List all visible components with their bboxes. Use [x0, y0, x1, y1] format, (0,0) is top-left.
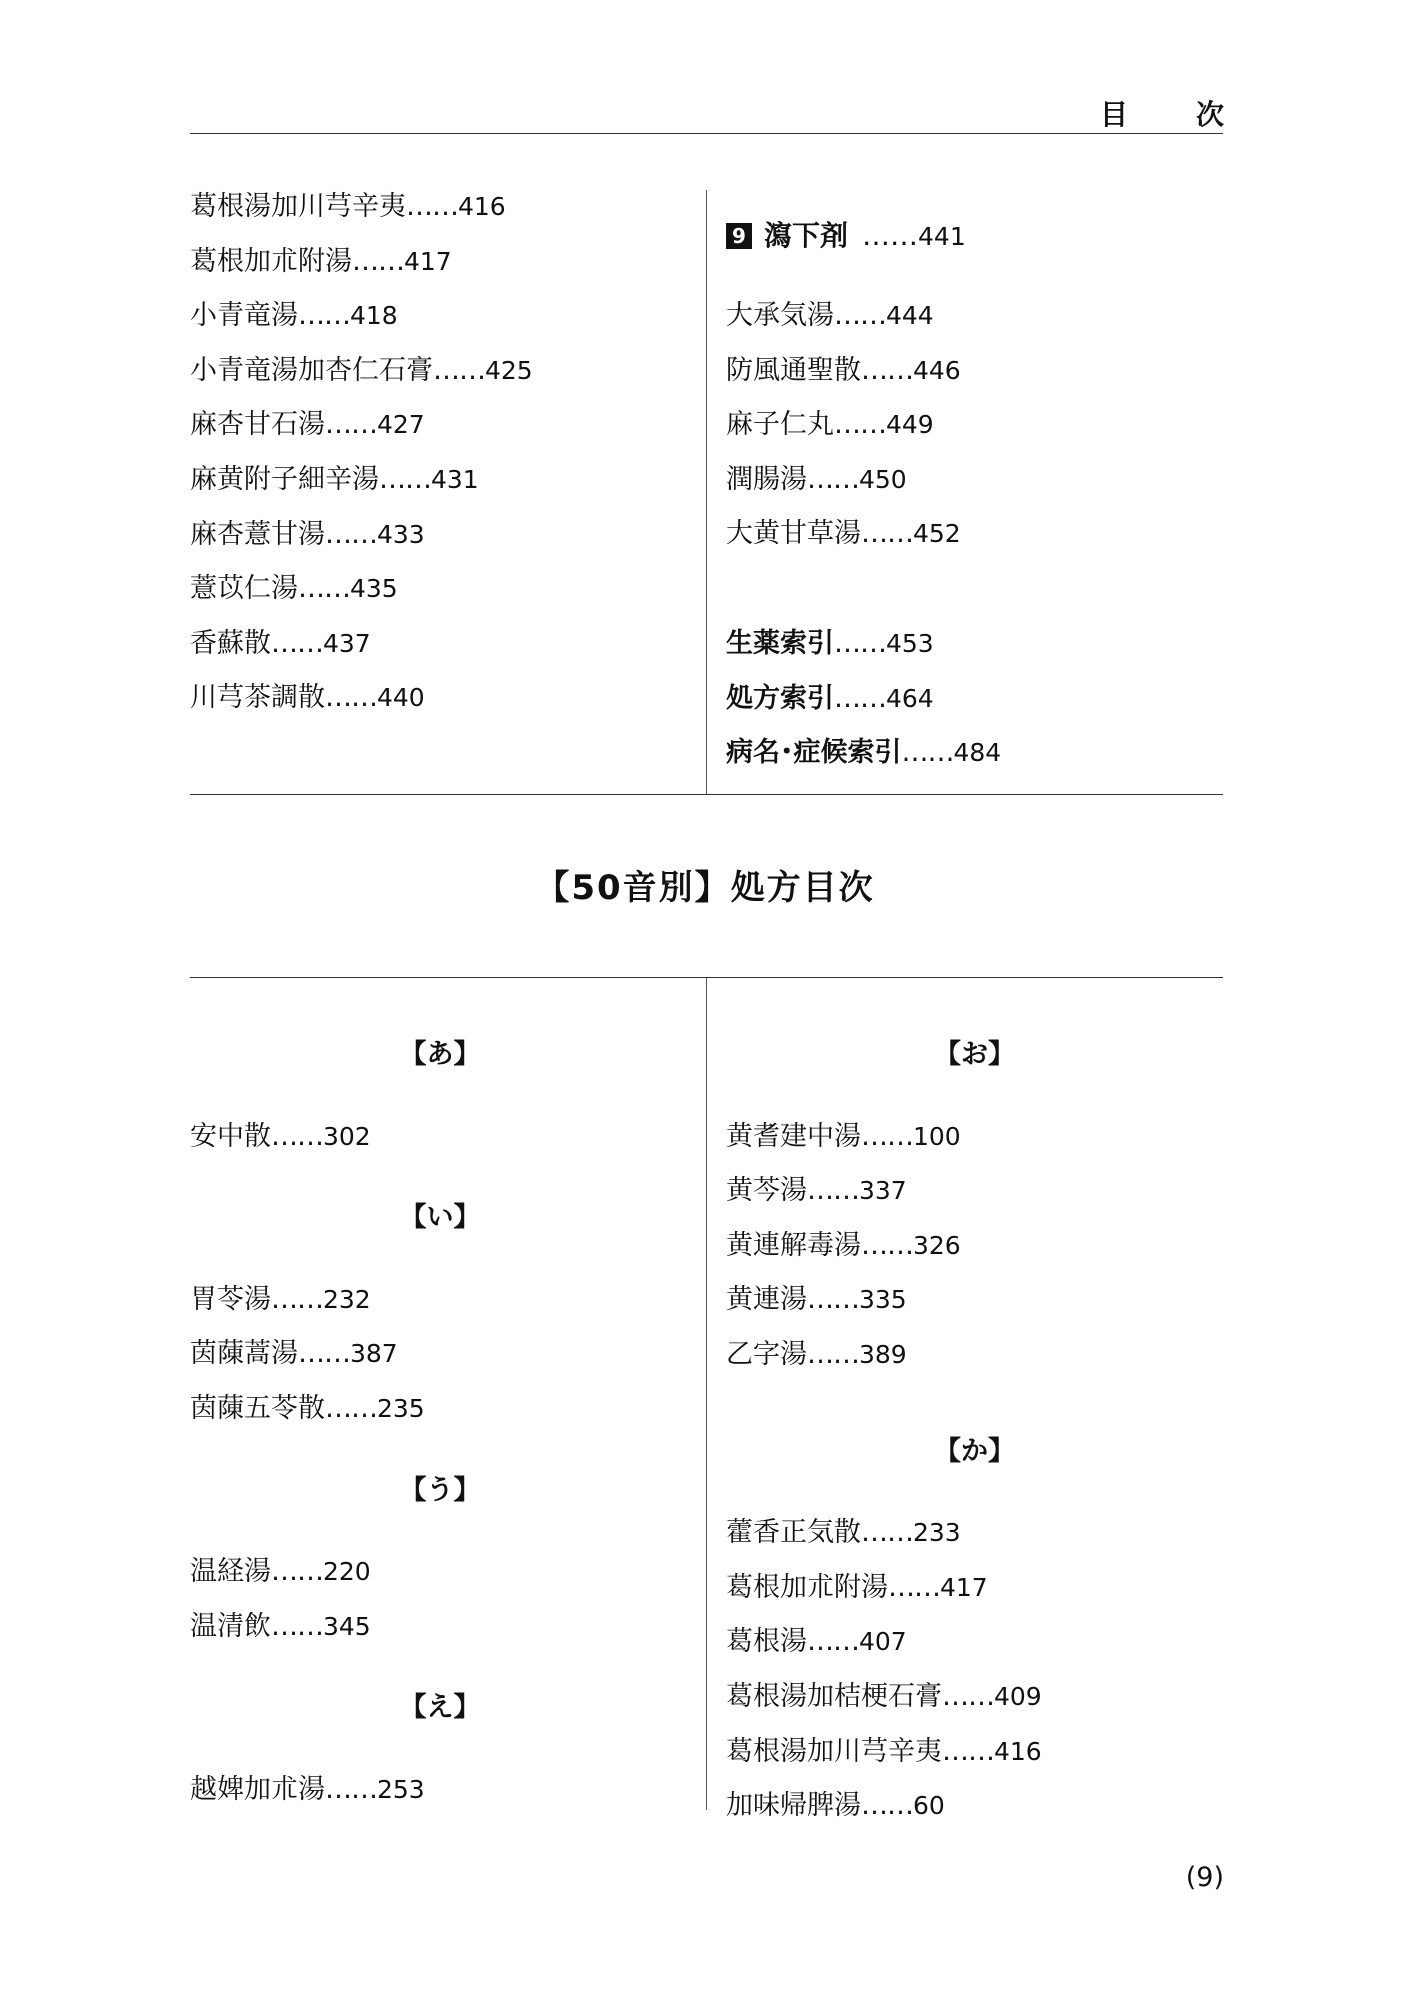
prescription-entry[interactable]: 茵蔯蒿湯……387	[190, 1338, 398, 1370]
toc-entry[interactable]: 葛根加朮附湯……417	[190, 245, 452, 277]
prescription-entry[interactable]: 葛根加朮附湯……417	[726, 1571, 988, 1603]
section-number-badge: 9	[726, 223, 752, 249]
prescription-entry[interactable]: 温清飲……345	[190, 1610, 371, 1642]
kana-heading: 【い】	[399, 1202, 481, 1234]
prescription-entry[interactable]: 黄連解毒湯……326	[726, 1229, 961, 1261]
upper-left-column	[190, 180, 690, 726]
prescription-entry[interactable]: 黄連湯……335	[726, 1284, 907, 1316]
prescription-entry[interactable]: 黄耆建中湯……100	[726, 1120, 961, 1152]
prescription-entry[interactable]: 葛根湯加川芎辛夷……416	[726, 1735, 1042, 1767]
prescription-entry[interactable]: 加味帰脾湯……60	[726, 1790, 945, 1822]
toc-entry[interactable]: 潤腸湯……450	[726, 463, 907, 495]
header-rule	[190, 133, 1223, 134]
page-number: (9)	[1185, 1862, 1224, 1893]
running-head-title: 目 次	[1099, 98, 1244, 131]
kana-heading: 【え】	[399, 1692, 481, 1724]
section-heading[interactable]: 9 瀉下剤 ……441	[726, 208, 966, 264]
prescription-entry[interactable]: 温経湯……220	[190, 1556, 371, 1588]
prescription-entry[interactable]: 胃苓湯……232	[190, 1283, 371, 1315]
toc-entry[interactable]: 香蘇散……437	[190, 627, 371, 659]
toc-entry[interactable]: 小青竜湯加杏仁石膏……425	[190, 354, 533, 386]
toc-entry[interactable]: 川芎茶調散……440	[190, 682, 425, 714]
toc-entry[interactable]: 葛根湯加川芎辛夷……416	[190, 191, 506, 222]
lower-column-divider	[706, 978, 707, 1810]
toc-entry[interactable]: 大承気湯……444	[726, 300, 934, 331]
gojuon-section-title: 【50音別】処方目次	[535, 868, 875, 908]
toc-entry[interactable]: 大黄甘草湯……452	[726, 518, 961, 550]
section-title: 瀉下剤	[764, 219, 849, 252]
lower-right-column	[726, 1028, 1223, 1834]
upper-right-column	[726, 289, 1223, 562]
index-list	[726, 617, 1223, 781]
prescription-entry[interactable]: 藿香正気散……233	[726, 1517, 961, 1549]
toc-entry[interactable]: 薏苡仁湯……435	[190, 573, 398, 605]
index-entry[interactable]: 病名･症候索引……484	[726, 737, 1002, 769]
upper-bottom-rule	[190, 794, 1223, 795]
kana-heading: 【あ】	[399, 1039, 481, 1070]
toc-entry[interactable]: 麻黄附子細辛湯……431	[190, 463, 479, 495]
toc-entry[interactable]: 防風通聖散……446	[726, 354, 961, 386]
kana-heading: 【う】	[399, 1474, 481, 1506]
prescription-entry[interactable]: 葛根湯加桔梗石膏……409	[726, 1680, 1042, 1712]
prescription-entry[interactable]: 茵蔯五苓散……235	[190, 1392, 425, 1424]
upper-column-divider	[706, 190, 707, 794]
prescription-entry[interactable]: 安中散……302	[190, 1120, 371, 1152]
prescription-entry[interactable]: 黄芩湯……337	[726, 1175, 907, 1207]
toc-entry[interactable]: 小青竜湯……418	[190, 300, 398, 332]
index-entry[interactable]: 生薬索引……453	[726, 628, 934, 659]
section-page: 441	[918, 222, 966, 251]
toc-entry[interactable]: 麻杏薏甘湯……433	[190, 518, 425, 550]
lower-left-column	[190, 1028, 690, 1818]
toc-entry[interactable]: 麻杏甘石湯……427	[190, 409, 425, 441]
prescription-entry[interactable]: 越婢加朮湯……253	[190, 1773, 425, 1805]
prescription-entry[interactable]: 葛根湯……407	[726, 1626, 907, 1658]
index-entry[interactable]: 処方索引……464	[726, 682, 934, 714]
toc-entry[interactable]: 麻子仁丸……449	[726, 409, 934, 441]
prescription-entry[interactable]: 乙字湯……389	[726, 1338, 907, 1370]
kana-heading: 【お】	[934, 1039, 1015, 1070]
kana-heading: 【か】	[934, 1435, 1015, 1467]
